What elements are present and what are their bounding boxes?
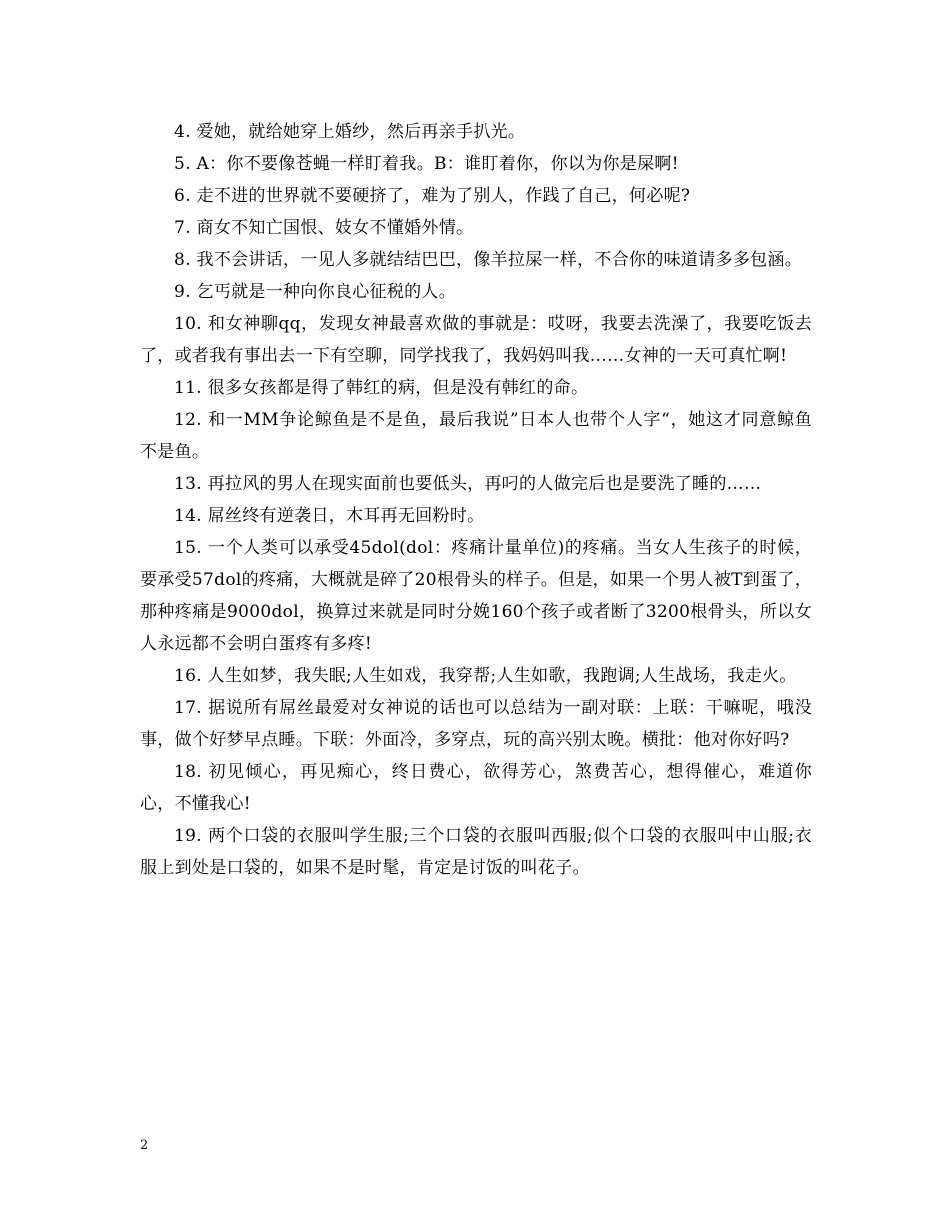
list-item: 6. 走不进的世界就不要硬挤了，难为了别人，作践了自己，何必呢?	[174, 186, 691, 206]
page-number: 2	[140, 1138, 149, 1153]
list-item: 9. 乞丐就是一种向你良心征税的人。	[174, 282, 457, 302]
list-item: 15. 一个人类可以承受45dol(dol：疼痛计量单位)的疼痛。当女人生孩子的时候，要承受57dol的疼痛，大概就是碎了20根骨头的样子。但是，如果一个男人被T到蛋了，那种疼痛是9000dol，换算过来就是同时分娩160个孩子或者断了3200根骨头，所以女人永远都不会明白蛋疼有多疼!	[140, 538, 812, 654]
list-item: 18. 初见倾心，再见痴心，终日费心，欲得芳心，煞费苦心，想得催心，难道你心，不懂我心!	[140, 762, 812, 814]
list-item: 10. 和女神聊qq，发现女神最喜欢做的事就是：哎呀，我要去洗澡了，我要吃饭去了，或者我有事出去一下有空聊，同学找我了，我妈妈叫我……女神的一天可真忙啊!	[140, 314, 812, 366]
list-item: 4. 爱她，就给她穿上婚纱，然后再亲手扒光。	[174, 122, 526, 142]
list-item: 13. 再拉风的男人在现实面前也要低头，再叼的人做完后也是要洗了睡的……	[174, 474, 762, 494]
list-item: 7. 商女不知亡国恨、妓女不懂婚外情。	[174, 218, 474, 238]
list-item: 16. 人生如梦，我失眠;人生如戏，我穿帮;人生如歌，我跑调;人生战场，我走火。	[174, 666, 797, 686]
page-body	[140, 116, 812, 884]
list-item: 11. 很多女孩都是得了韩红的病，但是没有韩红的命。	[174, 378, 589, 398]
list-item: 8. 我不会讲话，一见人多就结结巴巴，像羊拉屎一样，不合你的味道请多多包涵。	[174, 250, 803, 270]
list-item: 12. 和一MM争论鲸鱼是不是鱼，最后我说”日本人也带个人字“，她这才同意鲸鱼不是鱼。	[140, 410, 812, 462]
list-item: 14. 屌丝终有逆袭日，木耳再无回粉时。	[174, 506, 485, 526]
list-item: 5. A：你不要像苍蝇一样盯着我。B：谁盯着你，你以为你是屎啊!	[174, 154, 679, 174]
list-item: 19. 两个口袋的衣服叫学生服;三个口袋的衣服叫西服;似个口袋的衣服叫中山服;衣服上到处是口袋的，如果不是时髦，肯定是讨饭的叫花子。	[140, 826, 812, 878]
list-item: 17. 据说所有屌丝最爱对女神说的话也可以总结为一副对联：上联：干嘛呢，哦没事，做个好梦早点睡。下联：外面冷，多穿点，玩的高兴别太晚。横批：他对你好吗?	[140, 698, 812, 750]
